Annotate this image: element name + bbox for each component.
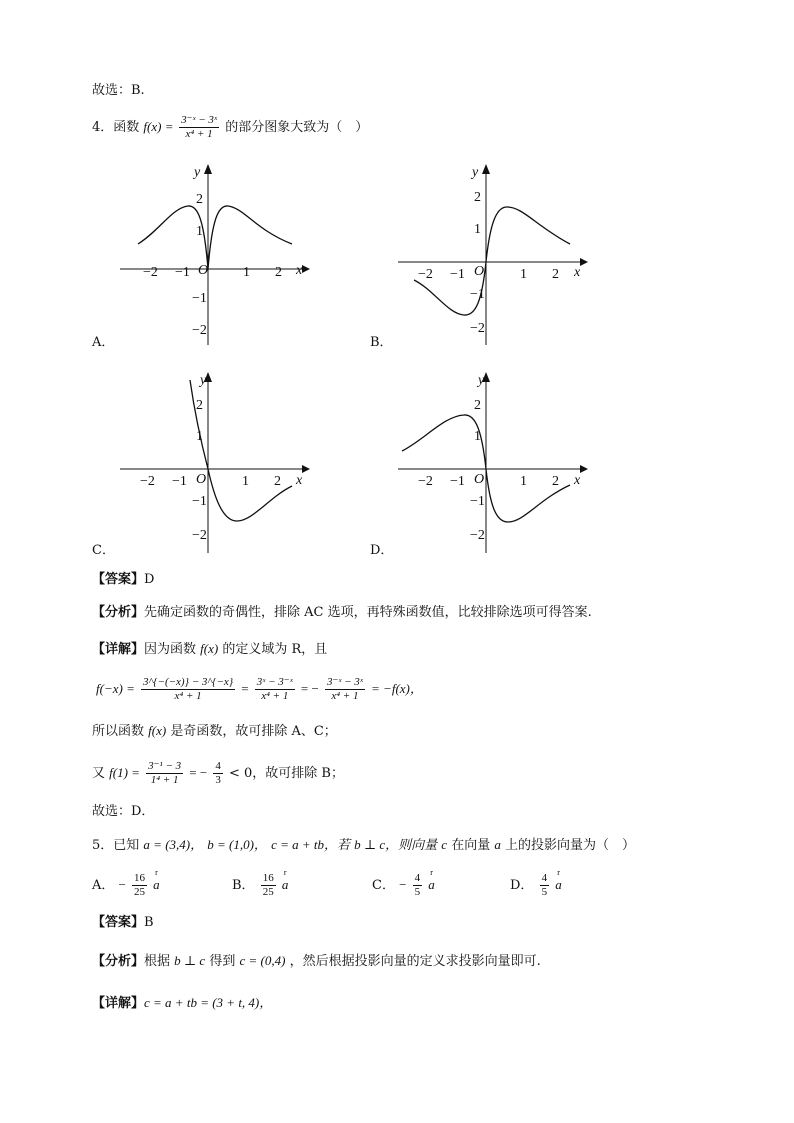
minus-sign: = −: [300, 681, 319, 696]
analysis-tag: 【分析】: [92, 954, 145, 969]
vector-b-definition: b = (1,0)，: [207, 837, 267, 852]
x-axis-label: x: [296, 473, 303, 488]
detail-text: 是奇函数，故可排除 A、C；: [170, 724, 337, 739]
vector-a: [428, 868, 435, 893]
answer-text: B: [144, 915, 154, 930]
perpendicular-condition: b ⊥ c，则向量: [354, 837, 438, 852]
origin-label: O: [474, 264, 485, 279]
fraction-numerator: 16: [134, 872, 146, 884]
detail-5: [92, 994, 272, 1013]
fraction-numerator: 3⁻ˣ − 3ˣ: [181, 114, 218, 126]
x-axis-label: x: [574, 265, 581, 280]
equals-sign: =: [165, 119, 173, 134]
fraction: [132, 872, 147, 899]
function-fx: f(x): [200, 641, 219, 656]
detail-text: 的定义域为 R，且: [222, 642, 328, 657]
question-4: [92, 114, 368, 141]
analysis-text: 根据: [144, 954, 171, 969]
x-axis-label: x: [574, 473, 581, 488]
y-tick: 2: [474, 190, 481, 205]
choice-label: C．: [372, 878, 395, 893]
vector-var: a: [428, 877, 435, 892]
fraction-numerator: 3ˣ − 3⁻ˣ: [256, 676, 293, 688]
analysis-text: ，然后根据投影向量的定义求投影向量即可.: [289, 954, 541, 969]
x-tick: −2: [140, 474, 155, 489]
question-4-fraction: [179, 114, 219, 141]
y-axis-label: y: [200, 373, 207, 388]
graph-b-label: B．: [370, 335, 393, 350]
vector-c: c: [441, 837, 448, 852]
fraction: [413, 872, 423, 899]
question-4-number: 4．函数: [92, 120, 140, 135]
analysis-5: [92, 952, 541, 971]
function-fx: f(x): [148, 723, 167, 738]
fraction-denominator: x⁴ + 1: [185, 128, 213, 140]
vector-a: [281, 868, 289, 893]
fraction-numerator: 3^{−(−x)} − 3^{−x}: [142, 676, 234, 688]
answer-5: [92, 914, 154, 932]
detail-4-line-3: [92, 722, 337, 741]
x-tick: −2: [418, 474, 433, 489]
question-4-tail: 的部分图象大致为（ ）: [225, 120, 369, 135]
choice-a: [92, 868, 160, 899]
y-tick: −2: [192, 323, 207, 338]
y-tick: 1: [474, 429, 481, 444]
graph-d: [388, 368, 588, 553]
fraction: [213, 760, 223, 787]
fraction-numerator: 16: [262, 872, 274, 884]
fraction: [261, 872, 276, 899]
x-tick: 2: [552, 474, 559, 489]
y-tick: 2: [196, 398, 203, 413]
detail-text: 又: [92, 766, 106, 781]
x-axis-label: x: [296, 263, 303, 278]
fraction-numerator: 3⁻¹ − 3: [148, 760, 182, 772]
vector-c-definition: c = a + tb，若: [271, 837, 351, 852]
question-4-fx: f(x): [143, 119, 162, 134]
choice-label: B．: [232, 878, 255, 893]
x-tick: 2: [552, 267, 559, 282]
x-tick: −1: [172, 474, 187, 489]
y-tick: −2: [470, 321, 485, 336]
fraction-denominator: 25: [262, 886, 274, 898]
answer-4: [92, 571, 154, 589]
vector-var: a: [281, 877, 289, 892]
vector-mark: r: [283, 868, 287, 877]
detail-4-line-4: [92, 760, 344, 787]
y-tick: 2: [196, 192, 203, 207]
fraction: [325, 676, 365, 703]
choice-c: [372, 868, 435, 899]
fraction-denominator: 5: [541, 886, 548, 898]
conclusion-line: 故选：B.: [92, 83, 145, 98]
detail-tag: 【详解】: [92, 996, 145, 1011]
detail-text: 所以函数: [92, 724, 145, 739]
fraction: [540, 872, 550, 899]
fraction-denominator: 5: [414, 886, 421, 898]
x-tick: 2: [274, 474, 281, 489]
detail-equation: c = a + tb = (3 + t, 4)，: [144, 995, 273, 1010]
x-tick: −1: [175, 265, 190, 280]
question-text: 在向量: [451, 838, 491, 853]
answer-text: D: [144, 572, 155, 587]
graph-c: [110, 368, 310, 553]
fraction-numerator: 4: [541, 872, 548, 884]
detail-4-equation: [96, 676, 423, 703]
equation-rhs: = −f(x)，: [371, 681, 423, 696]
answer-tag: 【答案】: [92, 572, 145, 587]
fraction-denominator: x⁴ + 1: [174, 690, 202, 702]
analysis-text: 先确定函数的奇偶性，排除 AC 选项，再特殊函数值，比较排除选项可得答案.: [144, 605, 592, 620]
y-tick: −1: [470, 287, 485, 302]
y-tick: −2: [192, 528, 207, 543]
y-tick: −1: [192, 291, 207, 306]
fraction-denominator: 3: [215, 774, 221, 786]
x-tick: −1: [450, 474, 465, 489]
question-5-tail: 上的投影向量为（ ）: [505, 838, 636, 853]
graph-a: [110, 160, 310, 345]
equals-sign: = −: [189, 765, 208, 780]
fraction-denominator: x⁴ + 1: [261, 690, 289, 702]
question-5: [92, 836, 635, 855]
analysis-4: [92, 604, 592, 622]
choice-label: D．: [510, 878, 534, 893]
x-tick: 1: [242, 474, 249, 489]
graph-d-label: D．: [370, 543, 394, 558]
y-tick: −2: [470, 528, 485, 543]
detail-text: < 0，故可排除 B；: [228, 766, 344, 781]
vector-a: [153, 868, 160, 893]
analysis-tag: 【分析】: [92, 605, 145, 620]
x-tick: −2: [418, 267, 433, 282]
vector-var: a: [153, 877, 160, 892]
fraction: [146, 760, 183, 787]
graph-c-label: C．: [92, 543, 115, 558]
x-tick: 2: [275, 265, 282, 280]
choice-b: [232, 868, 289, 899]
y-tick: −1: [192, 494, 207, 509]
fraction-numerator: 3⁻ˣ − 3ˣ: [326, 676, 363, 688]
vector-a-definition: a = (3,4)，: [143, 837, 204, 852]
answer-tag: 【答案】: [92, 915, 145, 930]
y-tick: −1: [470, 494, 485, 509]
graph-a-label: A．: [92, 335, 115, 350]
origin-label: O: [196, 472, 207, 487]
y-axis-label: y: [194, 165, 201, 180]
vector-c-value: c = (0,4): [239, 953, 286, 968]
detail-4-line-5: 故选：D．: [92, 804, 155, 819]
detail-tag: 【详解】: [92, 642, 145, 657]
y-tick: 1: [196, 224, 203, 239]
fraction-numerator: 4: [215, 760, 221, 772]
choice-label: A．: [92, 878, 115, 893]
equals-sign: =: [241, 681, 249, 696]
fraction-denominator: 25: [134, 886, 146, 898]
analysis-text: 得到: [209, 954, 236, 969]
x-tick: 1: [243, 265, 250, 280]
origin-label: O: [198, 263, 209, 278]
y-axis-label: y: [478, 373, 485, 388]
fraction: [255, 676, 295, 703]
graph-b: [388, 160, 588, 345]
y-tick: 1: [196, 429, 203, 444]
fraction-denominator: 1⁴ + 1: [150, 774, 179, 786]
fraction: [141, 676, 235, 703]
equation-lhs: f(−x) =: [96, 681, 135, 696]
vector-mark: r: [430, 868, 433, 877]
x-tick: 1: [520, 474, 527, 489]
choice-d: [510, 868, 562, 899]
y-axis-label: y: [472, 165, 479, 180]
fraction-numerator: 4: [414, 872, 421, 884]
vector-a: [555, 868, 562, 893]
detail-4-line-1: [92, 640, 327, 659]
vector-mark: r: [155, 868, 158, 877]
choice-sign: −: [399, 877, 407, 892]
y-tick: 1: [474, 222, 481, 237]
detail-text: 因为函数: [144, 642, 197, 657]
y-tick: 2: [474, 398, 481, 413]
x-tick: −2: [143, 265, 158, 280]
question-5-number: 5．已知: [92, 838, 140, 853]
fraction-denominator: x⁴ + 1: [331, 690, 359, 702]
choice-sign: −: [118, 877, 126, 892]
vector-mark: r: [557, 868, 560, 877]
function-f1: f(1) =: [109, 765, 140, 780]
perpendicular-condition: b ⊥ c: [174, 953, 206, 968]
x-tick: −1: [450, 267, 465, 282]
origin-label: O: [474, 472, 485, 487]
vector-var: a: [555, 877, 562, 892]
vector-a: a: [494, 837, 501, 852]
x-tick: 1: [520, 267, 527, 282]
